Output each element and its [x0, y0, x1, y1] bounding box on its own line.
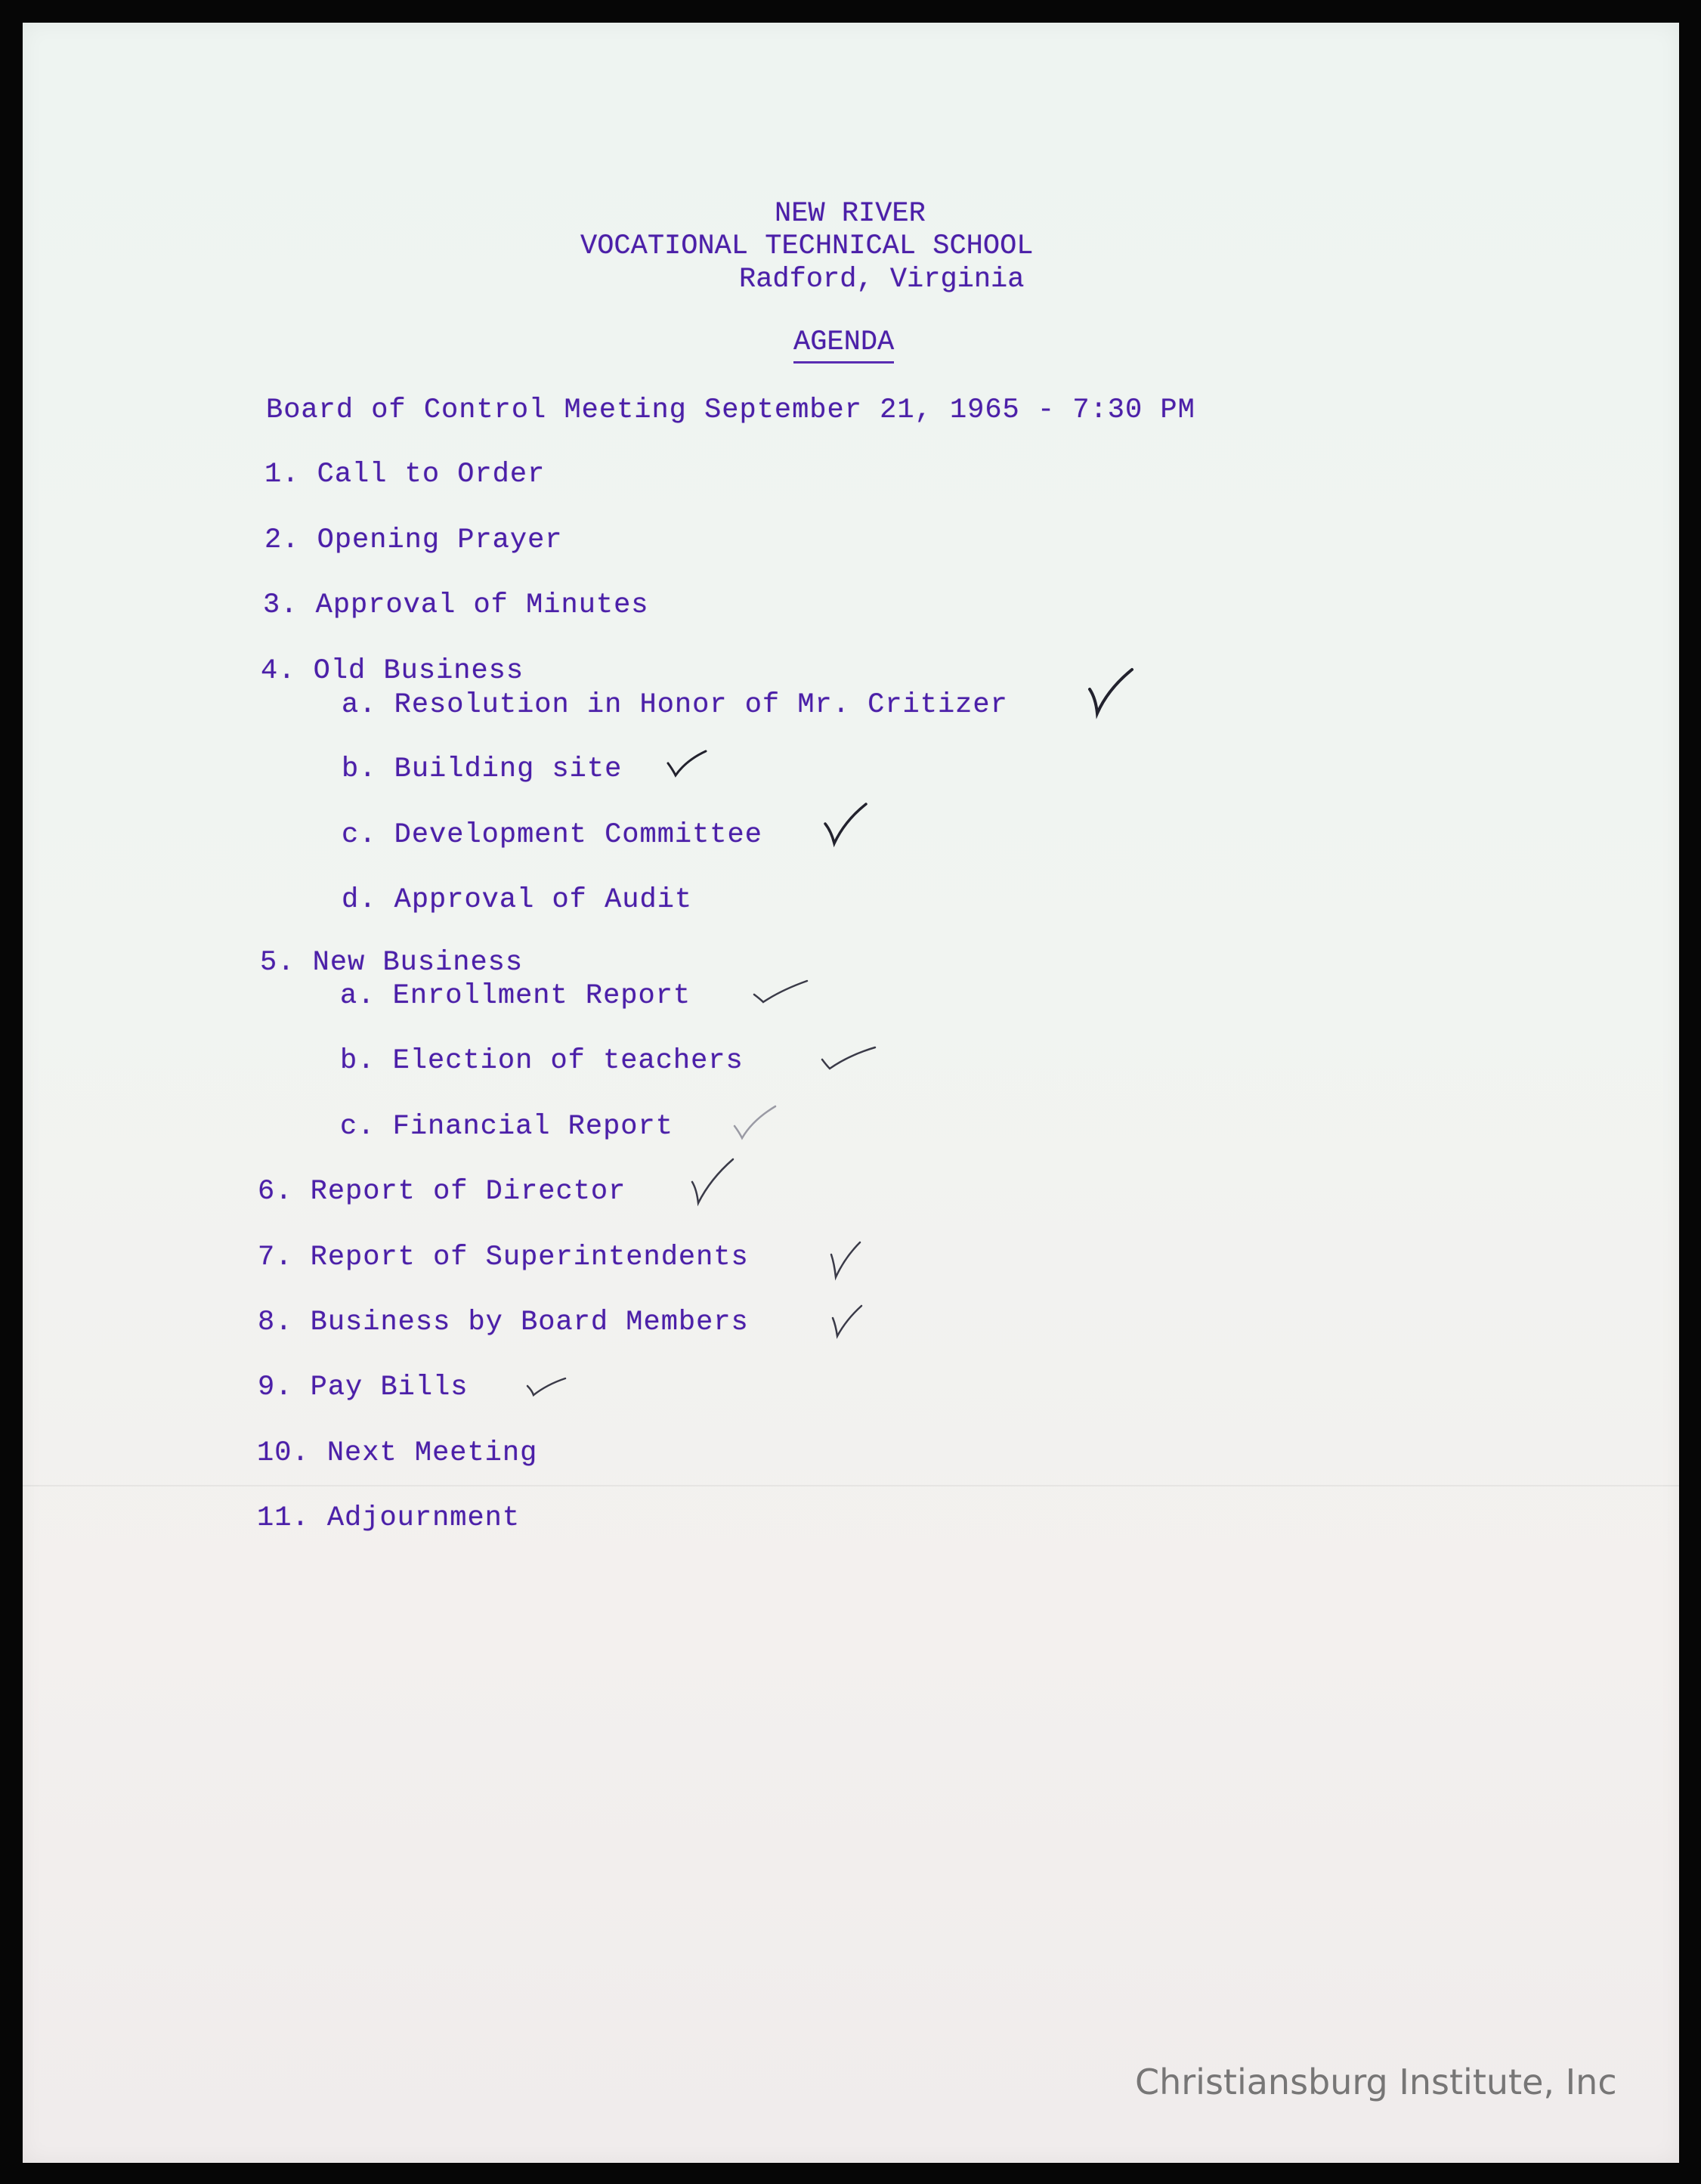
subitem-letter: c. — [340, 1111, 376, 1143]
document-page — [23, 23, 1679, 2163]
item-label: New Business — [312, 947, 524, 979]
agenda-subitem-5c — [340, 1113, 673, 1141]
item-number: 7. — [258, 1242, 293, 1273]
item-label: Report of Superintendents — [310, 1242, 749, 1273]
item-number: 8. — [258, 1307, 293, 1338]
item-label: Approval of Minutes — [315, 589, 649, 621]
handwritten-checkmark-icon — [828, 1303, 866, 1348]
item-number: 3. — [263, 589, 298, 621]
school-name-line1: NEW RIVER — [775, 198, 926, 230]
item-label: Business by Board Members — [310, 1307, 749, 1338]
agenda-subitem-4d — [342, 886, 692, 914]
subitem-letter: d. — [342, 884, 377, 916]
handwritten-checkmark-icon — [524, 1375, 570, 1406]
agenda-item-3 — [263, 589, 649, 621]
school-name-line2: VOCATIONAL TECHNICAL SCHOOL — [580, 230, 1034, 262]
handwritten-checkmark-icon — [821, 801, 874, 854]
agenda-subitem-4a — [342, 691, 1008, 719]
handwritten-checkmark-icon — [819, 1043, 880, 1081]
item-number: 1. — [264, 459, 300, 490]
subitem-label: Enrollment Report — [392, 980, 691, 1012]
item-label: Pay Bills — [310, 1372, 469, 1403]
item-number: 10. — [257, 1437, 310, 1469]
agenda-item-6 — [258, 1178, 626, 1206]
handwritten-checkmark-icon — [665, 748, 710, 786]
agenda-item-9 — [258, 1374, 468, 1402]
agenda-item-2 — [264, 524, 563, 556]
agenda-subitem-5a — [340, 982, 691, 1010]
subitem-letter: a. — [342, 689, 377, 721]
subitem-label: Approval of Audit — [394, 884, 693, 916]
agenda-item-8 — [258, 1309, 749, 1337]
agenda-subitem-4c — [342, 821, 762, 849]
subitem-letter: b. — [340, 1045, 376, 1077]
handwritten-checkmark-icon — [688, 1156, 741, 1209]
item-number: 9. — [258, 1372, 293, 1403]
agenda-subitem-4b — [342, 753, 623, 785]
agenda-item-4 — [261, 657, 524, 685]
item-number: 6. — [258, 1176, 293, 1208]
subitem-letter: a. — [340, 980, 376, 1012]
agenda-title — [793, 326, 895, 358]
agenda-item-5 — [260, 949, 523, 977]
agenda-item-1 — [264, 461, 545, 489]
item-label: Report of Director — [310, 1176, 626, 1208]
item-number: 5. — [260, 947, 295, 979]
item-number: 11. — [257, 1502, 310, 1534]
item-number: 2. — [264, 524, 300, 556]
agenda-item-10 — [257, 1437, 538, 1469]
school-location: Radford, Virginia — [739, 264, 1025, 295]
item-label: Next Meeting — [326, 1437, 538, 1469]
handwritten-checkmark-icon — [731, 1102, 784, 1147]
item-label: Call to Order — [317, 459, 546, 490]
item-label: Adjournment — [326, 1502, 521, 1534]
agenda-subitem-5b — [340, 1047, 744, 1075]
subitem-label: Building site — [394, 753, 623, 785]
subitem-label: Election of teachers — [392, 1045, 744, 1077]
agenda-title-text: AGENDA — [793, 326, 894, 363]
archive-watermark: Christiansburg Institute, Inc — [1135, 2062, 1617, 2102]
subitem-letter: b. — [342, 753, 377, 785]
paper-fold — [23, 1485, 1679, 1486]
subitem-letter: c. — [342, 819, 377, 851]
subitem-label: Resolution in Honor of Mr. Critizer — [394, 689, 1008, 721]
agenda-item-11 — [257, 1502, 521, 1534]
handwritten-checkmark-icon — [827, 1239, 864, 1285]
item-label: Old Business — [313, 655, 524, 687]
handwritten-checkmark-icon — [1085, 667, 1138, 719]
meeting-date-line: Board of Control Meeting September 21, 1965 - 7:30 PM — [266, 394, 1195, 426]
subitem-label: Development Committee — [394, 819, 762, 851]
handwritten-checkmark-icon — [751, 976, 812, 1014]
item-number: 4. — [261, 655, 296, 687]
agenda-item-7 — [258, 1244, 749, 1272]
subitem-label: Financial Report — [392, 1111, 673, 1143]
item-label: Opening Prayer — [317, 524, 563, 556]
